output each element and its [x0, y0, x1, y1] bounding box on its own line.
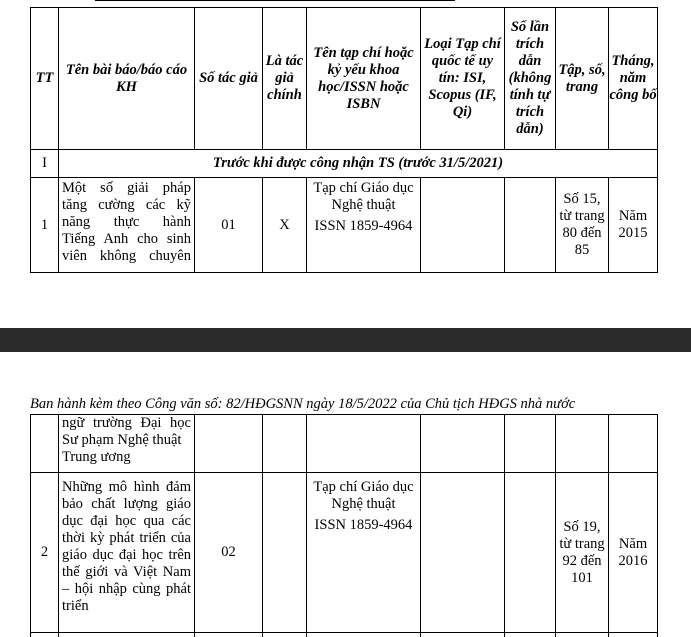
journal-issn: ISSN 1859-4964: [314, 517, 413, 533]
title-line: Những mô hình đảm: [62, 479, 191, 495]
row-tt: 2: [31, 473, 59, 633]
table-row-next: [31, 633, 658, 637]
header-journal-type: Loại Tạp chí quốc tế uy tín: ISI, Scopus (IF, Qi): [421, 8, 505, 150]
header-pages: Tập, số, trang: [556, 8, 609, 150]
row-journal-type-cont: [421, 415, 505, 473]
row-year: Năm 2015: [609, 178, 658, 273]
table-row-continued: [31, 415, 658, 473]
row-citations-cont: [505, 415, 556, 473]
row-authors: 01: [195, 178, 263, 273]
row-title: [59, 473, 195, 633]
row-main-author-cont: [263, 415, 307, 473]
title-line: thế giới và Việt Nam: [62, 564, 191, 580]
section-number: I: [31, 150, 59, 178]
header-year: Tháng, năm công bố: [609, 8, 658, 150]
row-authors-cont: [195, 415, 263, 473]
row-citations: [505, 473, 556, 633]
publications-table-top: [30, 7, 658, 273]
row-journal-type: [421, 473, 505, 633]
title-line: thời kỳ phát triển của: [62, 530, 191, 546]
row-main-author: [263, 473, 307, 633]
journal-name: Tạp chí Giáo dục Nghệ thuật: [313, 180, 414, 213]
section-row: [31, 150, 658, 178]
table-row: [31, 178, 658, 273]
row-citations: [505, 178, 556, 273]
title-line: ngữ trường Đại học: [62, 415, 191, 431]
row-authors: 02: [195, 473, 263, 633]
row-pages: Số 15, từ trang 80 đến 85: [556, 178, 609, 273]
row-year-cont: [609, 415, 658, 473]
title-line: dục đại học qua các: [62, 513, 191, 529]
row-title-cont: [59, 415, 195, 473]
row-year: Năm 2016: [609, 473, 658, 633]
title-line: tăng cường các kỹ: [62, 197, 191, 213]
header-row: [31, 8, 658, 150]
row-journal-type: [421, 178, 505, 273]
table-row: [31, 473, 658, 633]
publications-table-bottom: [30, 414, 658, 637]
row-journal: [307, 473, 421, 633]
row-main-author: X: [263, 178, 307, 273]
title-line: Tiếng Anh cho sinh: [62, 231, 191, 247]
row-tt-cont: [31, 415, 59, 473]
section-title: Trước khi được công nhận TS (trước 31/5/2021): [59, 150, 658, 178]
title-line: viên không chuyên: [62, 248, 191, 264]
header-main-author: Là tác giả chính: [263, 8, 307, 150]
title-line: giáo dục đại học trên: [62, 547, 191, 563]
header-authors: Số tác giả: [195, 8, 263, 150]
row-journal: [307, 178, 421, 273]
title-line: – hội nhập cùng phát: [62, 581, 191, 597]
title-line: Một số giải pháp: [62, 180, 191, 196]
document-caption: Ban hành kèm theo Công văn số: 82/HĐGSNN ngày 18/5/2022 của Chủ tịch HĐGS nhà nước: [30, 396, 576, 412]
journal-name: Tạp chí Giáo dục Nghệ thuật: [313, 479, 414, 512]
header-title: Tên bài báo/báo cáo KH: [59, 8, 195, 150]
header-citations: Số lần trích dẫn (không tính tự trích dẫn): [505, 8, 556, 150]
title-line: bảo chất lượng giáo: [62, 496, 191, 512]
title-line: Sư phạm Nghệ thuật: [62, 432, 182, 448]
top-rule: [95, 0, 455, 1]
journal-issn: ISSN 1859-4964: [314, 218, 413, 234]
title-line: Trung ương: [62, 449, 131, 465]
header-tt: TT: [31, 8, 59, 150]
row-journal-cont: [307, 415, 421, 473]
row-pages-cont: [556, 415, 609, 473]
page-bottom: [0, 352, 691, 637]
row-tt: 1: [31, 178, 59, 273]
page-separator: [0, 328, 691, 352]
header-journal: Tên tạp chí hoặc kỷ yếu khoa học/ISSN hoặc ISBN: [307, 8, 421, 150]
title-line: năng thực hành: [62, 214, 191, 230]
title-line: triển: [62, 598, 89, 614]
row-pages: Số 19, từ trang 92 đến 101: [556, 473, 609, 633]
row-title: [59, 178, 195, 273]
